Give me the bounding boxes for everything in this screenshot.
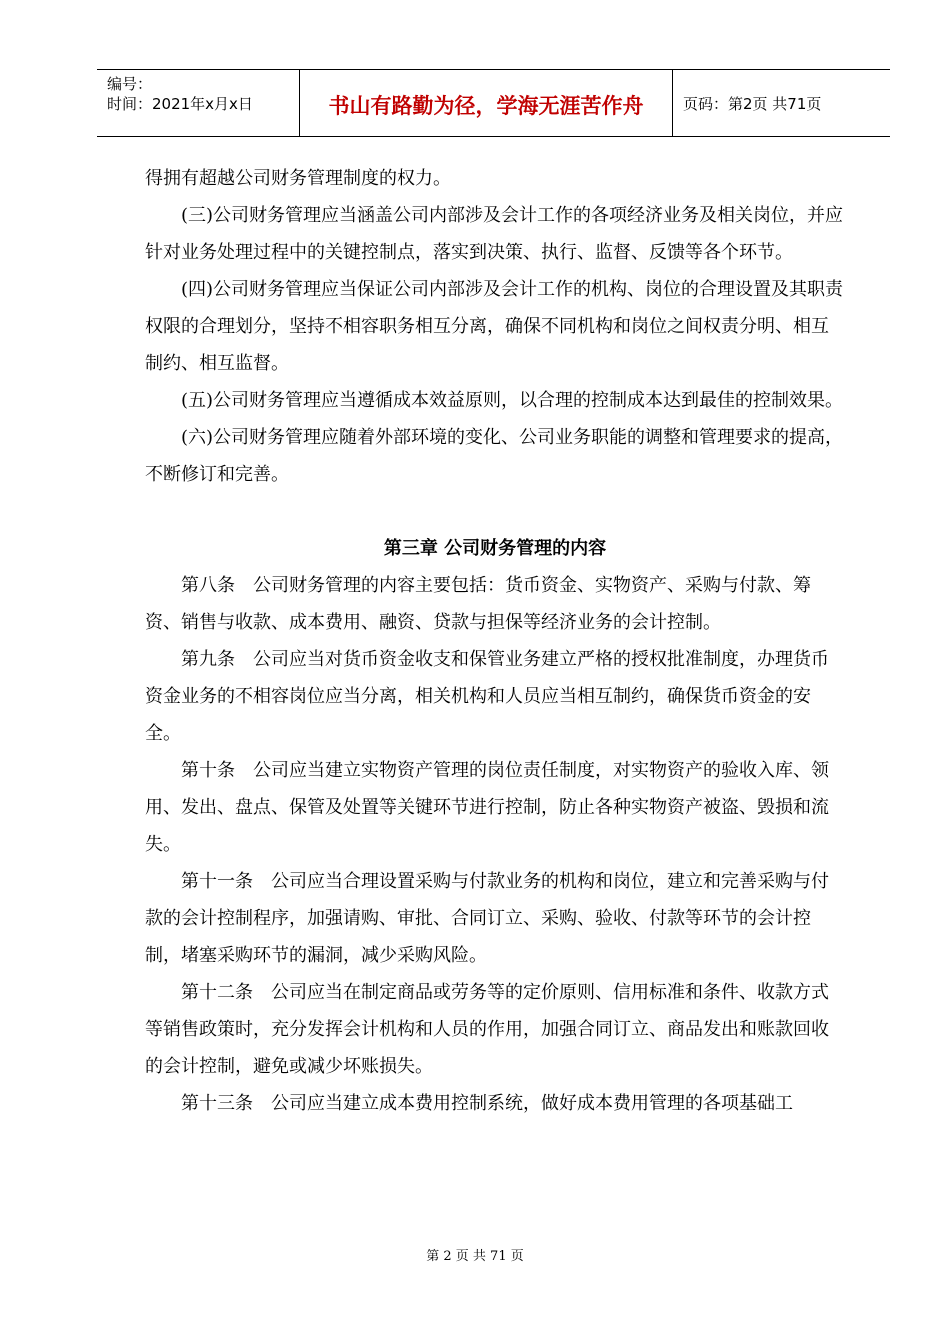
article-number: 第十三条 [181, 1093, 253, 1114]
chapter-title: 第三章 公司财务管理的内容 [383, 538, 607, 559]
article-number: 第九条 [181, 649, 235, 670]
article-number: 第十二条 [181, 982, 253, 1003]
article-text: 公司应当在制定商品或劳务等的定价原则、信用标准和条件、收款方式等销售政策时，充分发挥会计机构和人员的作用，加强合同订立、商品发出和账款回收的会计控制，避免或减少坏账损失。 [145, 982, 829, 1077]
time-label: 时间：2021年x月x日 [107, 95, 253, 113]
article-text: 公司应当建立实物资产管理的岗位责任制度，对实物资产的验收入库、领用、发出、盘点、保管及处置等关键环节进行控制，防止各种实物资产被盗、毁损和流失。 [145, 760, 829, 855]
article-text: 公司应当合理设置采购与付款业务的机构和岗位，建立和完善采购与付款的会计控制程序，加强请购、审批、合同订立、采购、验收、付款等环节的会计控制，堵塞采购环节的漏洞，减少采购风险。 [145, 871, 829, 966]
paragraph: (三)公司财务管理应当涵盖公司内部涉及会计工作的各项经济业务及相关岗位，并应针对业务处理过程中的关键控制点，落实到决策、执行、监督、反馈等各个环节。 [145, 205, 844, 263]
article-text: 公司财务管理的内容主要包括：货币资金、实物资产、采购与付款、筹资、销售与收款、成本费用、融资、贷款与担保等经济业务的会计控制。 [145, 575, 811, 633]
article-number: 第十一条 [181, 871, 253, 892]
article-number: 第八条 [181, 575, 235, 596]
paragraph: 得拥有超越公司财务管理制度的权力。 [145, 168, 451, 189]
article [145, 641, 845, 752]
header-page-info: 页码：第2页 共71页 [683, 94, 822, 113]
article-text: 公司应当建立成本费用控制系统，做好成本费用管理的各项基础工 [271, 1093, 793, 1114]
document-body [145, 160, 845, 1122]
paragraph: (四)公司财务管理应当保证公司内部涉及会计工作的机构、岗位的合理设置及其职责权限的合理划分，坚持不相容职务相互分离，确保不同机构和岗位之间权责分明、相互制约、相互监督。 [145, 279, 844, 374]
paragraph: (五)公司财务管理应当遵循成本效益原则，以合理的控制成本达到最佳的控制效果。 [181, 390, 844, 411]
page-footer: 第 2 页 共 71 页 [426, 1249, 524, 1264]
article-text: 公司应当对货币资金收支和保管业务建立严格的授权批准制度，办理货币资金业务的不相容岗位应当分离，相关机构和人员应当相互制约，确保货币资金的安全。 [145, 649, 829, 744]
article [145, 863, 845, 974]
header-motto: 书山有路勤为径，学海无涯苦作舟 [300, 70, 673, 136]
article-number: 第十条 [181, 760, 235, 781]
header-meta [97, 70, 300, 136]
page-header [97, 69, 890, 137]
article [145, 752, 845, 863]
article [145, 567, 845, 641]
article [145, 974, 845, 1085]
spacer [145, 493, 845, 530]
article [145, 1085, 845, 1122]
paragraph: (六)公司财务管理应随着外部环境的变化、公司业务职能的调整和管理要求的提高，不断修订和完善。 [145, 427, 844, 485]
serial-number-label: 编号： [107, 75, 153, 93]
